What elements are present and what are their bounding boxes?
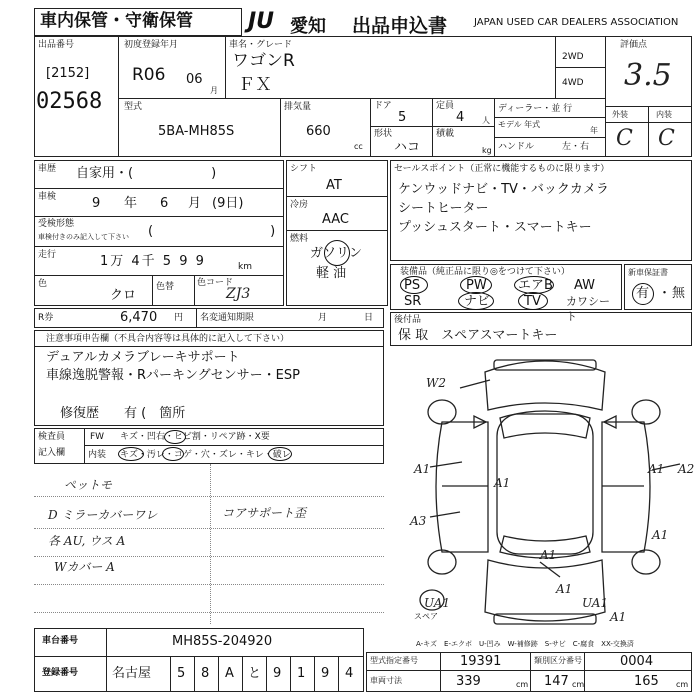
drive-4wd: 4WD <box>562 78 584 88</box>
mark-a1-rear: A1 <box>556 582 573 596</box>
car-hood <box>485 361 605 410</box>
shift-circle-mark <box>268 447 292 461</box>
tv-circle-mark <box>518 292 548 310</box>
doors-label: ドア <box>374 101 392 111</box>
plate-label: 登録番号 <box>42 668 79 678</box>
interior-items: キズ・汚レ・コゲ・穴・ズレ・キレ・破レ <box>120 450 291 460</box>
form-title: 出品申込書 <box>352 15 448 37</box>
fw-items: キズ・凹右・ヒビ割・リペア跡・X要 <box>120 432 270 442</box>
fuel-label: 燃料 <box>290 234 309 244</box>
height: 165 <box>634 674 659 689</box>
ps-circle-mark <box>400 276 428 294</box>
chassis-number: MH85S-204920 <box>172 634 273 649</box>
attachment-label: 後付品 <box>394 315 422 325</box>
model-code: 5BA-MH85S <box>158 124 235 139</box>
mark-a2: A2 <box>678 462 695 476</box>
load-unit: kg <box>482 146 492 155</box>
car-rear-hatch <box>485 560 605 621</box>
recycle-label: R券 <box>38 313 54 323</box>
equip-tv: TV <box>524 294 541 309</box>
score-label: 評価点 <box>620 40 648 50</box>
inspector-label-2: 記入欄 <box>38 448 66 458</box>
plate-cell-7: 9 <box>321 666 330 681</box>
equip-leather: カワシート <box>566 295 610 323</box>
type-cert-label: 型式指定番号 <box>370 656 418 665</box>
mileage-label: 走行 <box>38 250 57 260</box>
inspection-day: (9日) <box>212 196 244 211</box>
lot-number: 02568 <box>36 89 103 114</box>
equip-pw: PW <box>466 278 487 293</box>
repair-value: 有 ( 箇所 <box>124 406 186 421</box>
month-unit: 月 <box>210 86 218 95</box>
inspection-label: 車検 <box>38 192 57 202</box>
storage-title-box <box>34 8 242 36</box>
warranty-yes: 有 <box>636 286 650 301</box>
tax-label: 名変通知期限 <box>200 313 255 323</box>
wheel-front-right <box>632 400 660 424</box>
shape-label: 形状 <box>374 129 393 139</box>
warranty-no: 無 <box>672 286 686 301</box>
registration-month: 06 <box>186 72 203 87</box>
capacity: 4 <box>456 110 465 125</box>
car-roof-outline <box>497 414 593 554</box>
color-change-label: 色替 <box>156 282 175 292</box>
plate-region: 名古屋 <box>112 666 152 681</box>
shift: AT <box>326 178 342 193</box>
leader-a1-rear <box>540 562 560 577</box>
org-name: 愛知 <box>290 16 326 37</box>
mark-ua1-right: UA1 <box>582 596 609 610</box>
plate-cell-6: 1 <box>297 666 306 681</box>
mark-a1-left-door: A1 <box>494 476 511 490</box>
color-label: 色 <box>38 279 48 289</box>
equip-navi: ナビ <box>464 294 491 309</box>
color: クロ <box>110 288 137 303</box>
hand-note-2: D ミラーカバーワレ <box>48 508 158 522</box>
score-value: 3.5 <box>624 58 672 93</box>
rear-bumper <box>494 614 596 624</box>
wheel-rear-right <box>632 550 660 574</box>
recycle-unit: 円 <box>174 313 184 323</box>
capacity-unit: 人 <box>482 116 490 125</box>
notes-label: 注意事項申告欄（不具合内容等は具体的に記入して下さい） <box>46 334 290 344</box>
doors: 5 <box>398 110 407 125</box>
inspection-year-unit: 年 <box>124 196 138 211</box>
plate-cell-1: 5 <box>177 666 186 681</box>
spare-label: スペア <box>414 612 438 621</box>
car-name-label: 車名・グレード <box>229 40 293 50</box>
chassis-label: 車台番号 <box>42 636 79 646</box>
mileage: 1万 4千 5 9 9 <box>100 254 206 269</box>
mark-a1-right-front: A1 <box>648 462 665 476</box>
leader-a3 <box>430 512 460 517</box>
selling-point-2: シートヒーター <box>398 201 489 216</box>
hand-note-right: コアサポート歪 <box>222 506 307 520</box>
mark-a1-bumper: A1 <box>610 610 627 624</box>
wheel-front-left <box>428 400 456 424</box>
equip-aw: AW <box>574 278 596 293</box>
history-label: 車歴 <box>38 164 57 174</box>
equipment-label: 装備品（純正品に限り◎をつけて下さい） <box>400 267 570 277</box>
handle-label: ハンドル <box>498 142 535 152</box>
tax-day: 日 <box>364 313 374 323</box>
registration-year: R06 <box>132 65 166 85</box>
car-right-side <box>602 422 650 552</box>
color-code: ZJ3 <box>226 286 251 302</box>
exterior-label: 外装 <box>612 110 628 119</box>
inspection-year: 9 <box>92 196 101 211</box>
interior-items-label: 内装 <box>88 450 107 460</box>
displacement: 660 <box>306 124 331 139</box>
exterior-score: C <box>616 126 633 151</box>
shift-label: シフト <box>290 164 318 174</box>
fw-label: FW <box>90 432 105 442</box>
warranty-separator: ・ <box>658 286 672 301</box>
displacement-unit: cc <box>354 142 363 151</box>
repair-label: 修復歴 <box>60 406 100 421</box>
mileage-unit: km <box>238 262 252 272</box>
length-label: 車両寸法 <box>370 676 402 685</box>
equip-sr: SR <box>404 294 422 309</box>
mark-w2: W2 <box>426 376 446 390</box>
fuel-circle-mark <box>324 240 350 266</box>
org-english: JAPAN USED CAR DEALERS ASSOCIATION <box>474 17 679 28</box>
stain-circle-mark <box>162 447 184 461</box>
mark-a1-right-rear: A1 <box>652 528 669 542</box>
drive-2wd: 2WD <box>562 52 584 62</box>
registration-label: 初度登録年月 <box>124 40 179 50</box>
mark-a1-center: A1 <box>540 548 557 562</box>
plate-cell-5: 9 <box>273 666 282 681</box>
equip-airbag: エアB <box>518 278 553 293</box>
test-label: 受検形態 <box>38 219 75 229</box>
ac-label: 冷房 <box>290 200 309 210</box>
selling-point-3: プッシュスタート・スマートキー <box>398 220 592 235</box>
interior-score: C <box>658 126 675 151</box>
mark-a1-left-front: A1 <box>414 462 431 476</box>
displacement-label: 排気量 <box>284 102 312 112</box>
leader-a1-left <box>430 462 462 467</box>
attachment-value: 保 取 スペアスマートキー <box>398 328 558 343</box>
plate-cell-4: と <box>248 666 262 681</box>
plate-cell-2: 8 <box>201 666 210 681</box>
type-cert: 19391 <box>460 654 502 669</box>
note-line-1: デュアルカメラブレーキサポート <box>46 350 240 365</box>
fuel-gasoline: ガソリン <box>310 246 363 261</box>
model-year-label: モデル 年式 <box>498 120 541 129</box>
test-note: 車検付きのみ記入して下さい <box>38 233 129 241</box>
class-label: 類別区分番号 <box>534 656 582 665</box>
hand-note-4: Wカバー A <box>54 560 115 574</box>
shape: ハコ <box>394 140 421 155</box>
warranty-circle-mark <box>632 283 654 305</box>
inspector-label-1: 検査員 <box>38 432 66 442</box>
selling-points-label: セールスポイント（正常に機能するものに限ります） <box>394 164 610 174</box>
legend-text: A-キズ E-エクボ U-凹み W-補修跡 S-サビ C-腐食 XX-交換済 <box>416 640 634 648</box>
scratch-circle-mark <box>118 447 144 461</box>
selling-point-1: ケンウッドナビ・TV・バックカメラ <box>398 182 609 197</box>
tax-month: 月 <box>318 313 328 323</box>
handle-value: 左・右 <box>562 142 590 152</box>
equip-ps: PS <box>404 278 421 293</box>
mark-a3: A3 <box>410 514 427 528</box>
plate-cell-8: 4 <box>345 666 354 681</box>
car-windshield <box>500 411 590 438</box>
test-value: ( ) <box>148 224 276 239</box>
navi-circle-mark <box>458 292 494 310</box>
color-code-label: 色コード <box>197 278 234 288</box>
model-year-unit: 年 <box>590 126 598 135</box>
height-unit: cm <box>676 680 689 689</box>
plate-cell-3: A <box>225 666 234 681</box>
fuel-diesel: 軽 油 <box>316 266 347 281</box>
class-number: 0004 <box>620 654 654 669</box>
width-unit: cm <box>572 680 585 689</box>
width: 147 <box>544 674 569 689</box>
wheel-rear-left <box>428 550 456 574</box>
recycle-amount: 6,470 <box>120 310 158 325</box>
history-value: 自家用・( ) <box>76 166 217 181</box>
capacity-label: 定員 <box>436 101 455 111</box>
car-grade: ＦＸ <box>238 75 272 95</box>
hand-note-1: ペットモ <box>64 478 113 492</box>
mark-ua1-left: UA1 <box>424 596 451 610</box>
car-left-side <box>436 422 488 552</box>
lot-label: 出品番号 <box>38 40 75 50</box>
load-label: 積載 <box>436 129 455 139</box>
ju-logo: JU <box>248 9 275 34</box>
top-grid <box>34 36 692 157</box>
note-line-2: 車線逸脱警報・Rパーキングセンサー・ESP <box>46 368 300 383</box>
model-label: 型式 <box>124 102 143 112</box>
hand-note-3: 各 AU, ウス A <box>48 534 126 548</box>
dent-circle-mark <box>164 430 186 444</box>
storage-title: 車内保管・守衛保管 <box>40 11 193 31</box>
interior-label: 内装 <box>656 110 672 119</box>
length-unit: cm <box>516 680 529 689</box>
inspection-month-unit: 月 <box>188 196 202 211</box>
warranty-label: 新車保証書 <box>628 268 668 277</box>
car-name: ワゴンR <box>232 51 295 71</box>
ac: AAC <box>322 212 349 227</box>
length: 339 <box>456 674 481 689</box>
inspection-month: 6 <box>160 196 169 211</box>
dealer-label: ディーラー・並 行 <box>498 104 573 114</box>
lot-sub-number: [2152] <box>46 66 90 81</box>
